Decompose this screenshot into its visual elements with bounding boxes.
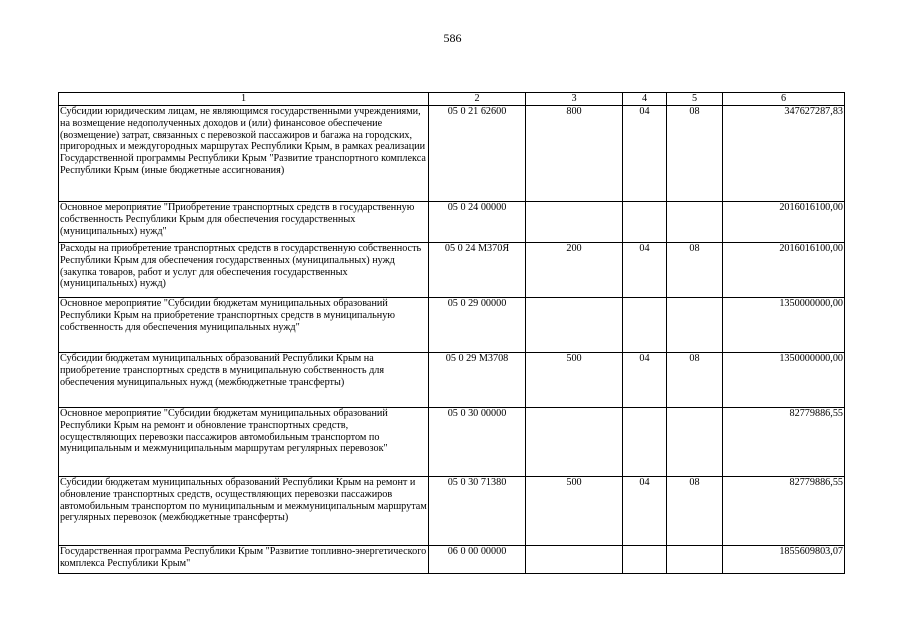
row-col5: 08	[667, 477, 723, 546]
row-code: 05 0 21 62600	[429, 106, 526, 202]
row-name: Основное мероприятие "Субсидии бюджетам муниципальных образований Республики Крым на ремонт и обновление транспортных средств, осуществляющих перевозки пассажиров автомобильным транспортом по муниципальным и межмуниципальным маршрутам регулярных перевозок"	[59, 408, 429, 477]
row-name: Государственная программа Республики Крым "Развитие топливно-энергетического комплекса Республики Крым"	[59, 546, 429, 574]
row-col3: 800	[526, 106, 623, 202]
row-amount: 1855609803,07	[723, 546, 845, 574]
table-header-row	[59, 93, 845, 106]
row-col4	[623, 546, 667, 574]
row-amount: 2016016100,00	[723, 202, 845, 243]
row-amount: 82779886,55	[723, 477, 845, 546]
table-row	[59, 202, 845, 243]
row-col4: 04	[623, 106, 667, 202]
row-col3	[526, 202, 623, 243]
row-col3: 500	[526, 477, 623, 546]
row-amount: 2016016100,00	[723, 243, 845, 298]
table-row	[59, 106, 845, 202]
budget-table	[58, 92, 845, 574]
row-col4: 04	[623, 477, 667, 546]
row-col5: 08	[667, 106, 723, 202]
row-col4	[623, 408, 667, 477]
row-code: 05 0 29 00000	[429, 298, 526, 353]
row-col5	[667, 298, 723, 353]
page-number: 586	[443, 31, 462, 45]
column-header: 3	[526, 93, 623, 106]
row-col5	[667, 202, 723, 243]
row-col3	[526, 408, 623, 477]
table-row	[59, 243, 845, 298]
row-col3	[526, 298, 623, 353]
table-row	[59, 353, 845, 408]
row-col3: 500	[526, 353, 623, 408]
row-col5: 08	[667, 353, 723, 408]
row-col4	[623, 298, 667, 353]
row-amount: 1350000000,00	[723, 298, 845, 353]
row-col3	[526, 546, 623, 574]
row-amount: 347627287,83	[723, 106, 845, 202]
row-col5: 08	[667, 243, 723, 298]
row-code: 05 0 24 М370Я	[429, 243, 526, 298]
row-name: Субсидии юридическим лицам, не являющимся государственными учреждениями, на возмещение недополученных доходов и (или) финансовое обеспечение (возмещение) затрат, связанных с перевозкой пассажиров и багажа на городских, пригородных и междугородных маршрутах Республики Крым, в рамках реализации Государственной программы Республики Крым "Развитие транспортного комплекса Республики Крым (иные бюджетные ассигнования)	[59, 106, 429, 202]
table-row	[59, 546, 845, 574]
row-name: Основное мероприятие "Приобретение транспортных средств в государственную собственность Республики Крым для обеспечения государственных (муниципальных) нужд"	[59, 202, 429, 243]
row-col4: 04	[623, 353, 667, 408]
row-code: 05 0 29 М3708	[429, 353, 526, 408]
row-col4	[623, 202, 667, 243]
row-name: Субсидии бюджетам муниципальных образований Республики Крым на приобретение транспортных средств в муниципальную собственность для обеспечения муниципальных нужд (межбюджетные трансферты)	[59, 353, 429, 408]
column-header: 5	[667, 93, 723, 106]
row-name: Субсидии бюджетам муниципальных образований Республики Крым на ремонт и обновление транспортных средств, осуществляющих перевозки пассажиров автомобильным транспортом по муниципальным и межмуниципальным маршрутам регулярных перевозок (межбюджетные трансферты)	[59, 477, 429, 546]
row-name: Расходы на приобретение транспортных средств в государственную собственность Республики Крым для обеспечения государственных (муниципальных) нужд (закупка товаров, работ и услуг для обеспечения государственных (муниципальных) нужд)	[59, 243, 429, 298]
table-row	[59, 298, 845, 353]
row-code: 06 0 00 00000	[429, 546, 526, 574]
column-header: 4	[623, 93, 667, 106]
row-code: 05 0 30 71380	[429, 477, 526, 546]
row-code: 05 0 30 00000	[429, 408, 526, 477]
row-col5	[667, 408, 723, 477]
column-header: 1	[59, 93, 429, 106]
row-code: 05 0 24 00000	[429, 202, 526, 243]
row-name: Основное мероприятие "Субсидии бюджетам муниципальных образований Республики Крым на приобретение транспортных средств в муниципальную собственность для обеспечения муниципальных нужд"	[59, 298, 429, 353]
row-col5	[667, 546, 723, 574]
row-amount: 1350000000,00	[723, 353, 845, 408]
column-header: 2	[429, 93, 526, 106]
row-amount: 82779886,55	[723, 408, 845, 477]
table-row	[59, 408, 845, 477]
row-col3: 200	[526, 243, 623, 298]
table-row	[59, 477, 845, 546]
row-col4: 04	[623, 243, 667, 298]
column-header: 6	[723, 93, 845, 106]
